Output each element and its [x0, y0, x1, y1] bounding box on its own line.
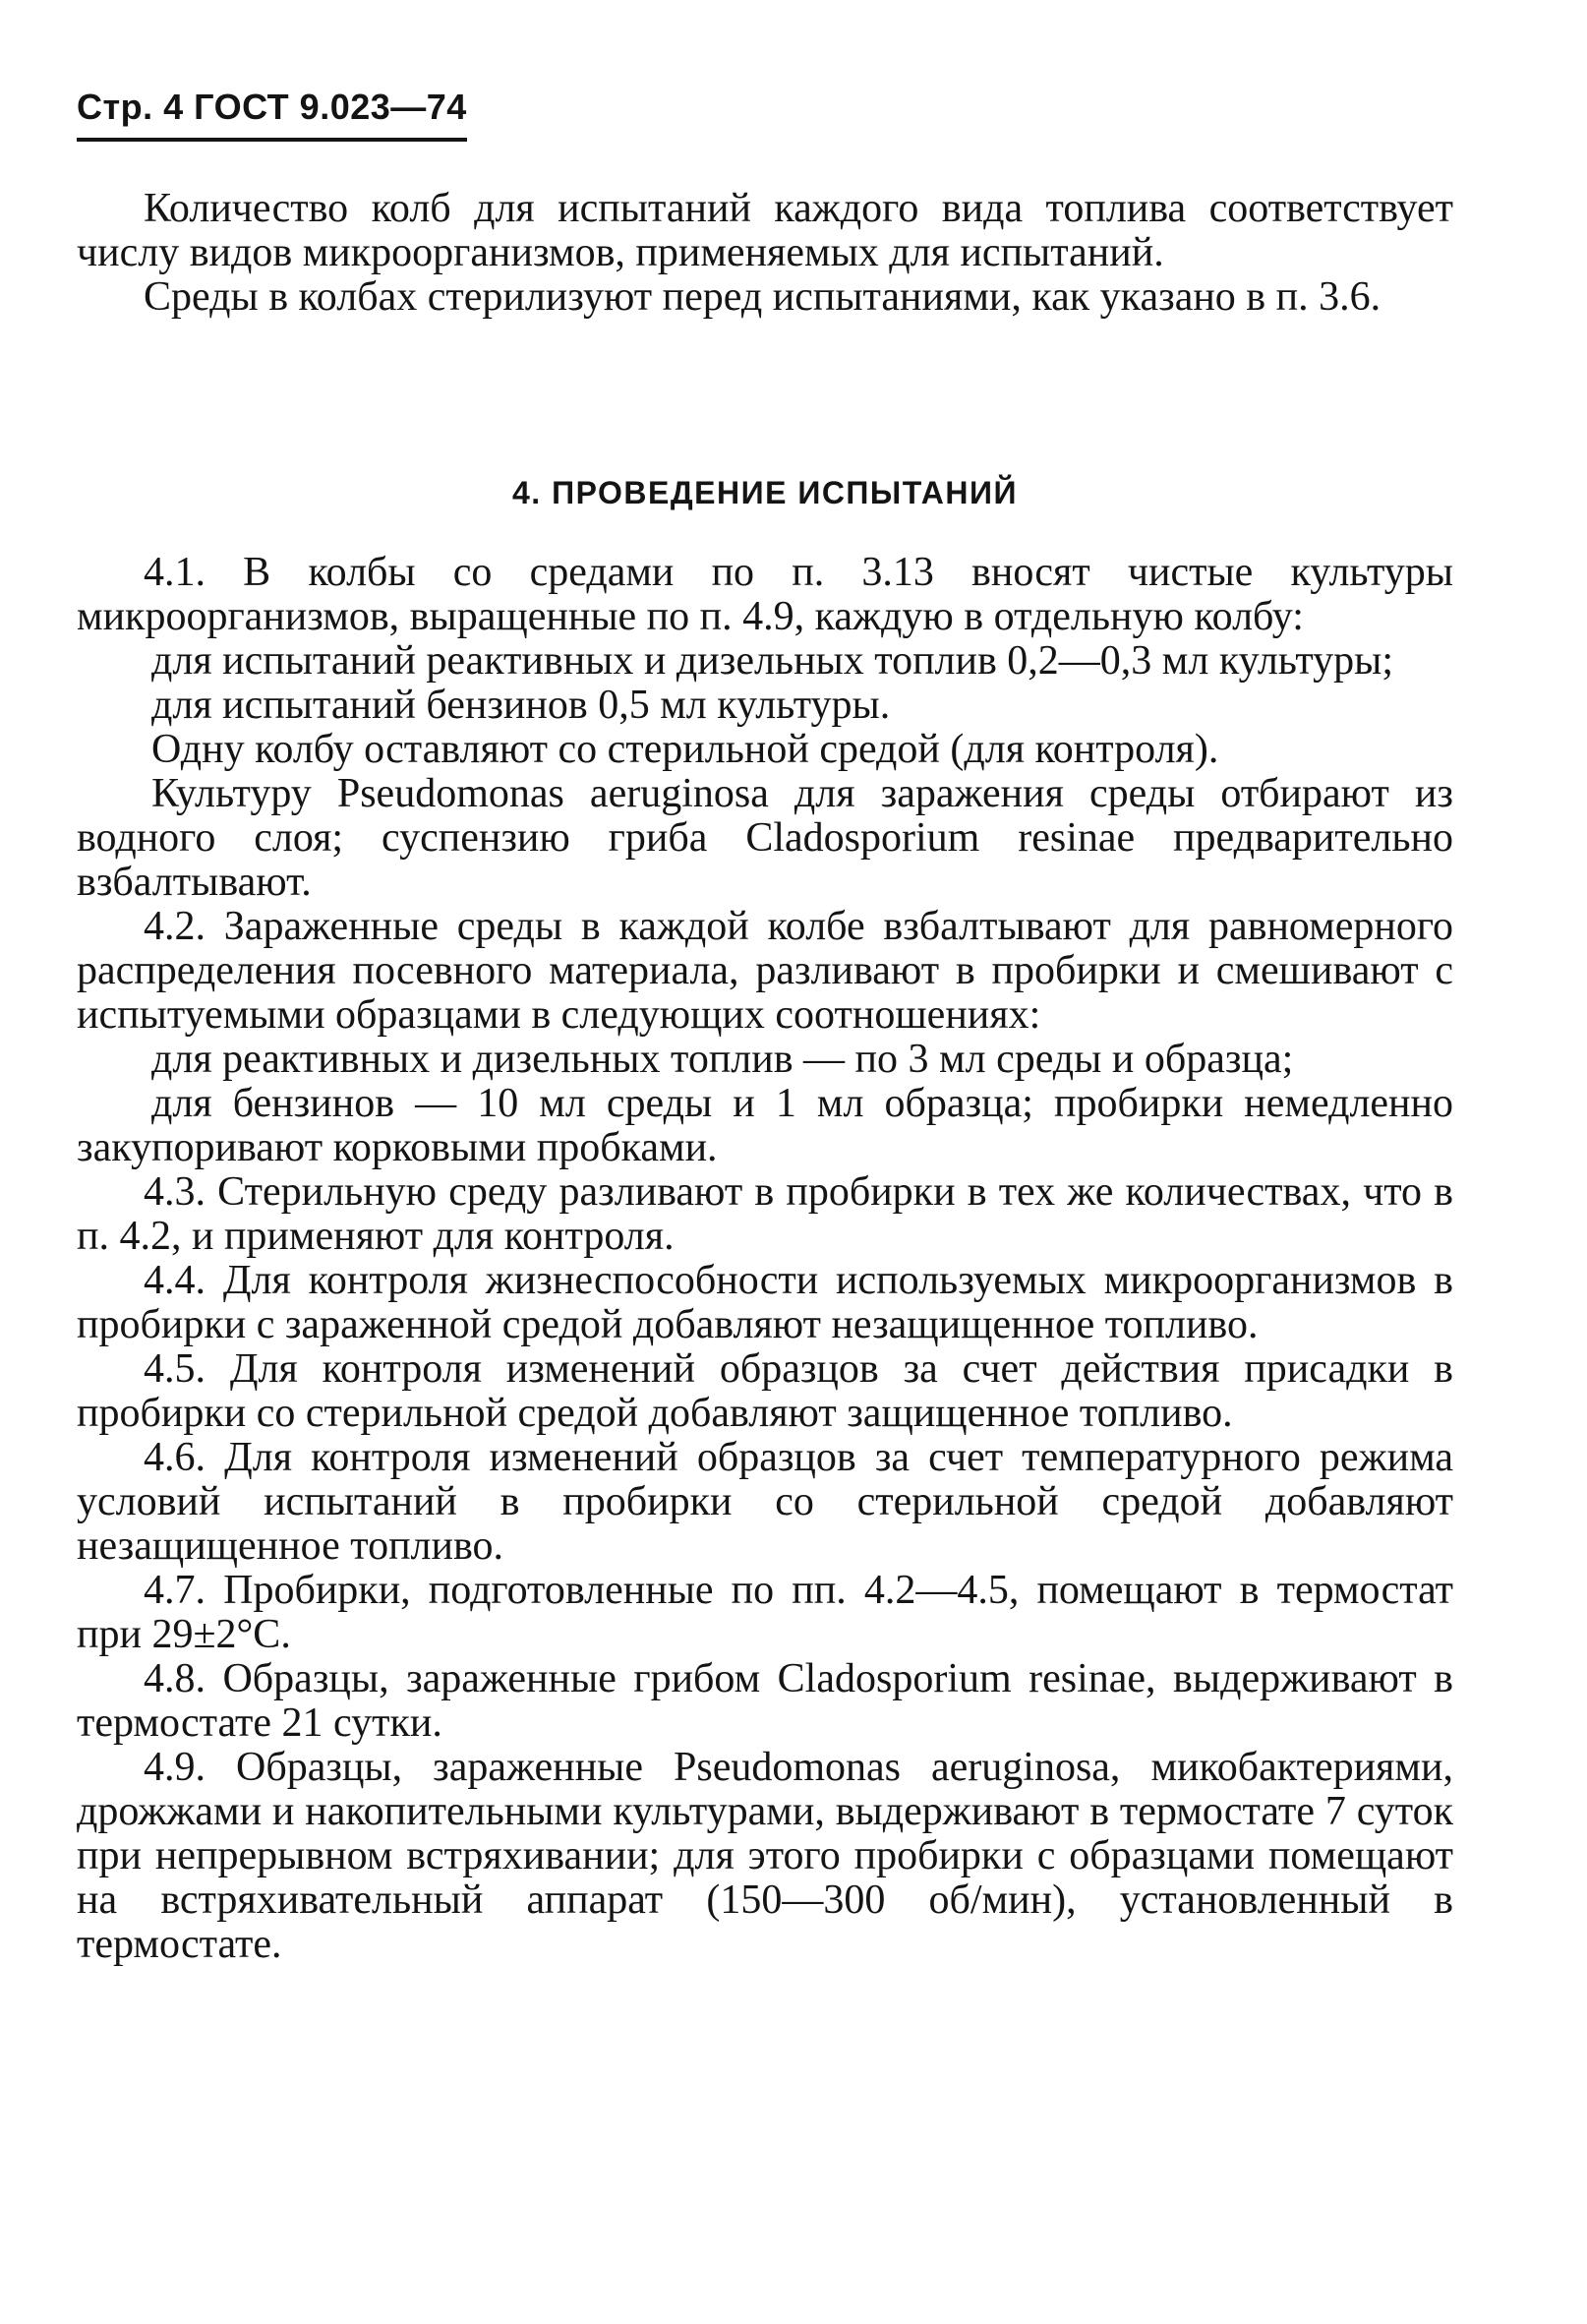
clause-4-1-jet-diesel: для испытаний реактивных и дизельных топлив 0,2—0,3 мл культуры; [151, 638, 1394, 684]
clause-4-7: 4.7. Пробирки, подготовленные по пп. 4.2—4.5, помещают в термостат при 29±2°С. [77, 1568, 1453, 1657]
clause-4-2-jet-diesel: для реактивных и дизельных топлив — по 3 мл среды и образца; [151, 1037, 1294, 1082]
clause-4-2-gasoline: для бензинов — 10 мл среды и 1 мл образца; пробирки немедленно закупоривают корковыми пробками. [77, 1081, 1453, 1170]
clause-4-1-control: Одну колбу оставляют со стерильной средой (для контроля). [151, 727, 1219, 772]
clause-4-2: 4.2. Зараженные среды в каждой колбе взбалтывают для равномерного распределения посевного материала, разливают в пробирки и смешивают с испытуемыми образцами в следующих соотношениях: [77, 904, 1453, 1038]
clause-4-9: 4.9. Образцы, зараженные Pseudomonas aeruginosa, микобактериями, дрожжами и накопительными культурами, выдерживают в термостате 7 суток при непрерывном встряхивании; для этого пробирки с образцами помещают на встряхивательный аппарат (150—300 об/мин), установленный в термостате. [77, 1745, 1453, 1967]
clause-4-1-cultures: Культуру Pseudomonas aeruginosa для заражения среды отбирают из водного слоя; суспензию гриба Cladosporium resinae предварительно взбалтывают. [77, 771, 1453, 905]
clause-4-4: 4.4. Для контроля жизнеспособности используемых микроорганизмов в пробирки с зараженной средой добавляют незащищенное топливо. [77, 1258, 1453, 1347]
section-body [77, 551, 1453, 1967]
paragraph-flask-count: Количество колб для испытаний каждого вида топлива соответствует числу видов микроорганизмов, применяемых для испытаний. [77, 186, 1453, 275]
clause-4-1-gasoline: для испытаний бензинов 0,5 мл культуры. [151, 683, 891, 728]
clause-4-6: 4.6. Для контроля изменений образцов за счет температурного режима условий испытаний в пробирки со стерильной средой добавляют незащищенное топливо. [77, 1435, 1453, 1569]
clause-4-3: 4.3. Стерильную среду разливают в пробирки в тех же количествах, что в п. 4.2, и применяют для контроля. [77, 1169, 1453, 1259]
running-head: Стр. 4 ГОСТ 9.023—74 [77, 87, 467, 142]
clause-4-5: 4.5. Для контроля изменений образцов за счет действия присадки в пробирки со стерильной средой добавляют защищенное топливо. [77, 1346, 1453, 1436]
clause-4-8: 4.8. Образцы, зараженные грибом Cladosporium resinae, выдерживают в термостате 21 сутки. [77, 1656, 1453, 1746]
intro-block [77, 187, 1453, 320]
section-heading: 4. ПРОВЕДЕНИЕ ИСПЫТАНИЙ [511, 475, 1018, 510]
clause-4-1: 4.1. В колбы со средами по п. 3.13 вносят чистые культуры микроорганизмов, выращенные по п. 4.9, каждую в отдельную колбу: [77, 550, 1453, 639]
paragraph-sterilization: Среды в колбах стерилизуют перед испытаниями, как указано в п. 3.6. [144, 274, 1381, 320]
